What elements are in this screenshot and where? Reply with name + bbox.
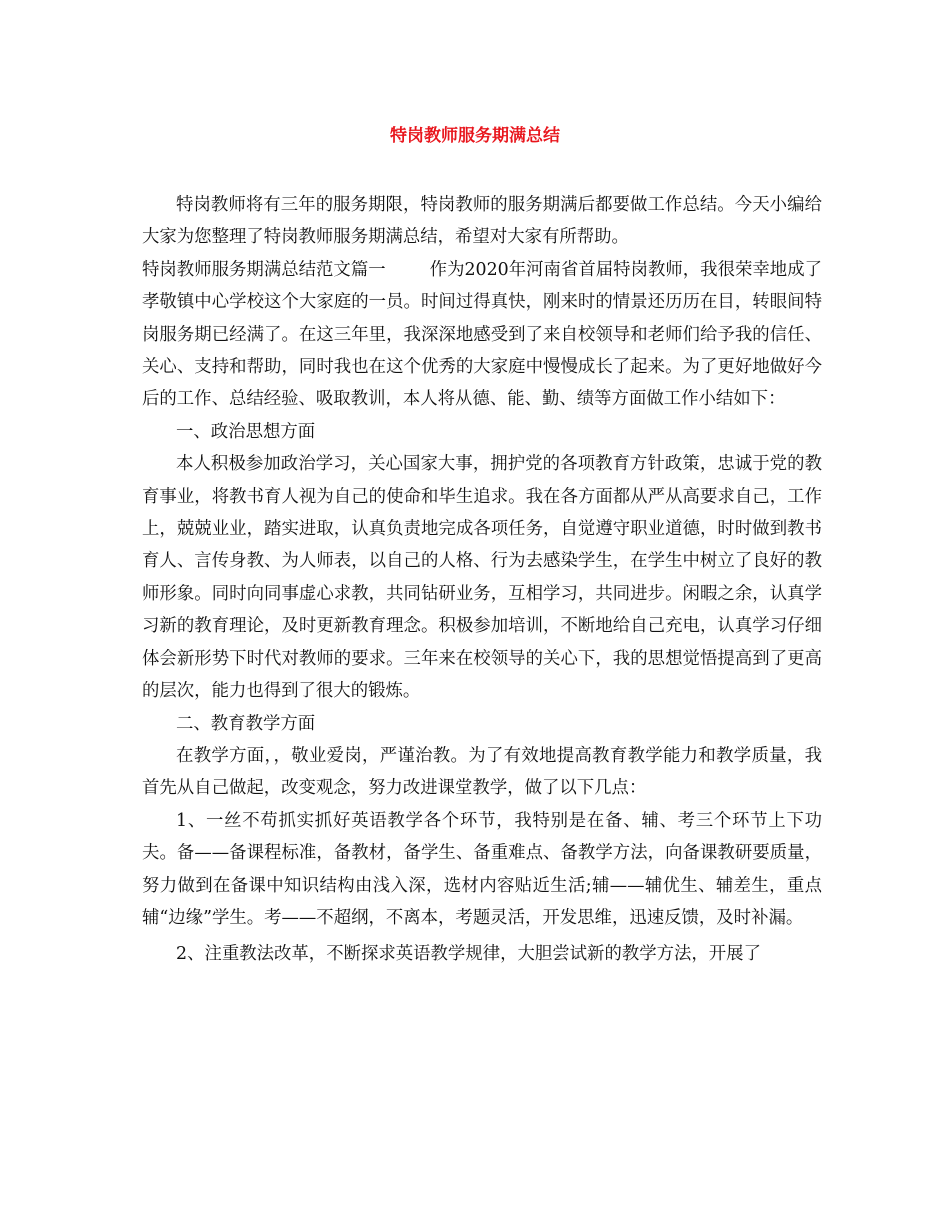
section-heading-politics: 一、政治思想方面 [176,421,316,442]
sample-body: 作为2020年河南省首届特岗教师，我很荣幸地成了孝敬镇中心学校这个大家庭的一员。时间过得真快，刚来时的情景还历历在目，转眼间特岗服务期已经满了。在这三年里，我深深地感受到了来自校领导和老师们给予我的信任、关心、支持和帮助，同时我也在这个优秀的大家庭中慢慢成长了起来。为了更好地做好今后的工作、总结经验、吸取教训，本人将从德、能、勤、绩等方面做工作小结如下： [142,259,822,410]
list-item-1: 1、一丝不苟抓实抓好英语教学各个环节，我特别是在备、辅、考三个环节上下功夫。备——备课程标准，备教材，备学生、备重难点、备教学方法，向备课教研要质量，努力做到在备课中知识结构由浅入深，选材内容贴近生活;辅——辅优生、辅差生，重点辅“边缘”学生。考——不超纲，不离本，考题灵活，开发思维，迅速反馈，及时补漏。 [142,810,822,928]
sample-heading: 特岗教师服务期满总结范文篇一 [142,259,386,280]
document-body [142,189,822,971]
section-heading-teaching: 二、教育教学方面 [176,713,316,734]
sample-paragraph [142,254,822,416]
list-item-2: 2、注重教法改革，不断探求英语教学规律，大胆尝试新的教学方法，开展了 [176,944,761,965]
section-body-teaching: 在教学方面，，敬业爱岗，严谨治教。为了有效地提高教育教学能力和教学质量，我首先从自己做起，改变观念，努力改进课堂教学，做了以下几点： [142,745,822,799]
document-title: 特岗教师服务期满总结 [390,126,560,146]
section-body-politics: 本人积极参加政治学习，关心国家大事，拥护党的各项教育方针政策，忠诚于党的教育事业，将教书育人视为自己的使命和毕生追求。我在各方面都从严从高要求自己，工作上，兢兢业业，踏实进取，认真负责地完成各项任务，自觉遵守职业道德，时时做到教书育人、言传身教、为人师表，以自己的人格、行为去感染学生，在学生中树立了良好的教师形象。同时向同事虚心求教，共同钻研业务，互相学习，共同进步。闲暇之余，认真学习新的教育理论，及时更新教育理念。积极参加培训，不断地给自己充电，认真学习仔细体会新形势下时代对教师的要求。三年来在校领导的关心下，我的思想觉悟提高到了更高的层次，能力也得到了很大的锻炼。 [142,454,822,702]
intro-paragraph: 特岗教师将有三年的服务期限，特岗教师的服务期满后都要做工作总结。今天小编给大家为您整理了特岗教师服务期满总结，希望对大家有所帮助。 [142,195,822,248]
